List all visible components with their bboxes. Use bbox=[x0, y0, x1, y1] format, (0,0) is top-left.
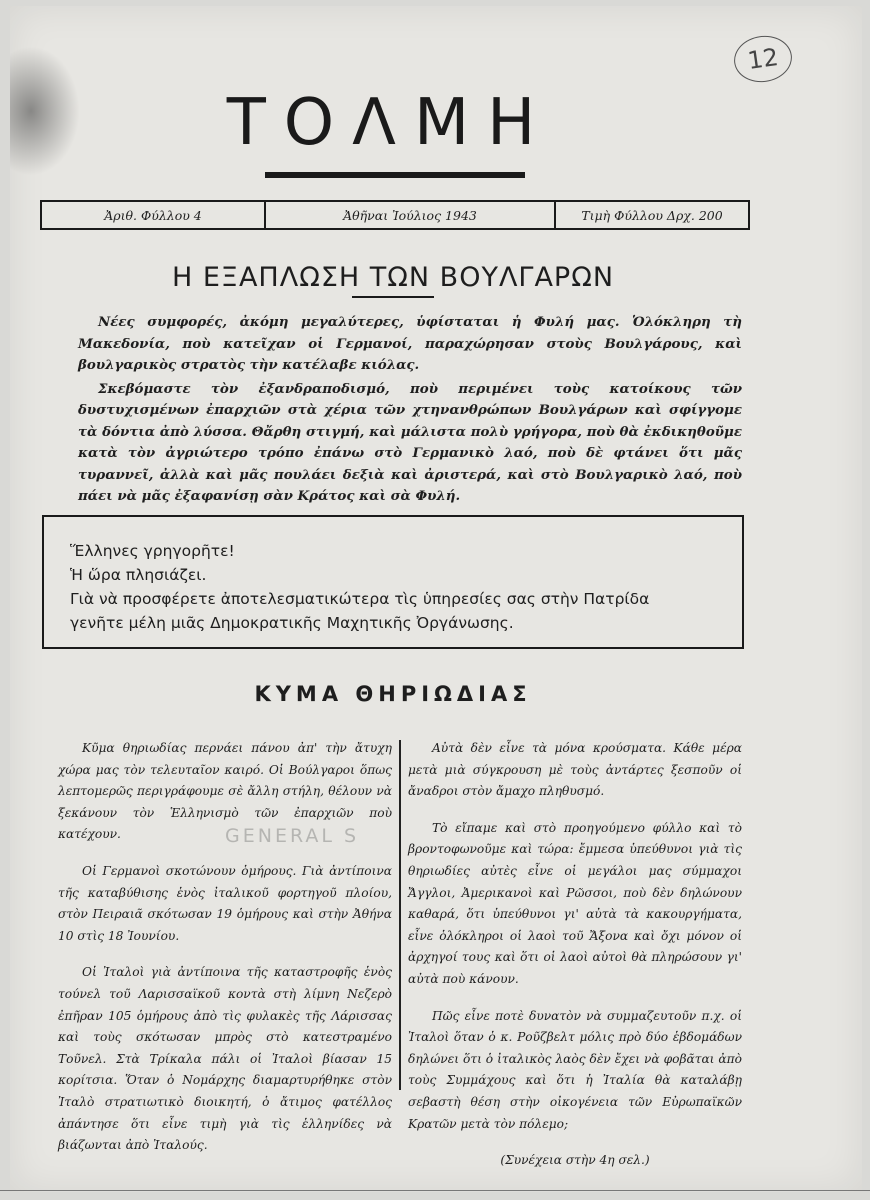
call-to-action-box bbox=[42, 515, 744, 649]
intro-article bbox=[78, 312, 742, 510]
handwritten-page-number: 12 bbox=[731, 32, 795, 86]
column-paragraph: Κῦμα θηριωδίας περνάει πάνου ἀπ' τὴν ἄτυχη χώρα μας τὸν τελευταῖον καιρό. Οἱ Βούλγαροι ὅπως λεπτομερῶς περιγράφουμε σὲ ἄλλη στήλη, θέλουν νὰ ξεκάνουν τὸν Ἑλληνισμὸ τῶν ἐπαρχιῶν ποὺ κατέχουν. bbox=[58, 741, 392, 842]
column-paragraph: Οἱ Γερμανοὶ σκοτώνουν ὁμήρους. Γιὰ ἀντίποινα τῆς καταβύθισης ἑνὸς ἰταλικοῦ φορτηγοῦ πλοίου, στὸν Πειραιᾶ σκότωσαν 19 ὁμήρους καὶ στὴν Ἀθήνα 10 στὶς 18 Ἰουνίου. bbox=[58, 863, 392, 943]
column-divider bbox=[399, 740, 401, 1090]
box-line: Γιὰ νὰ προσφέρετε ἀποτελεσματικώτερα τὶς ὑπηρεσίες σας στὴν Πατρίδα bbox=[70, 590, 650, 608]
masthead-rule bbox=[265, 172, 525, 178]
column-paragraph: Τὸ εἴπαμε καὶ στὸ προηγούμενο φύλλο καὶ τὸ βροντοφωνοῦμε καὶ τώρα: ἔμμεσα ὑπεύθυνοι γιὰ τὶς θηριωδίες αὐτὲς εἶνε οἱ μεγάλοι μας σύμμαχοι Ἄγγλοι, Ἀμερικανοὶ καὶ Ρῶσσοι, ποὺ δὲν δηλώνουν καθαρά, ὅτι ὑπεύθυνοι γι' αὐτὰ τὰ κακουργήματα, εἶνε ὁλόκληροι οἱ λαοὶ τοῦ Ἄξονα καὶ ὄχι μόνον οἱ ἀρχηγοί τους καὶ ὅτι οἱ λαοὶ αὐτοὶ θὰ πληρώσουν γι' αὐτὰ ποὺ κάνουν. bbox=[408, 820, 742, 986]
intro-paragraph: Σκεβόμαστε τὸν ἐξανδραποδισμό, ποὺ περιμένει τοὺς κατοίκους τῶν δυστυχισμένων ἐπαρχιῶν στὰ χέρια τῶν χτηνανθρώπων Βουλγάρων καὶ σφίγγομε τὰ δόντια ἀπὸ λύσσα. Θἄρθη στιγμή, καὶ μάλιστα πολὺ γρήγορα, ποὺ θὰ ἐκδικηθοῦμε κατὰ τὸν ἀγριώτερο τρόπο ἐπάνω στὸ Γερμανικὸ λαό, ποὺ δὲ φτάνει ὅτι μᾶς τυραννεῖ, ἀλλὰ καὶ μᾶς πουλάει δεξιὰ καὶ ἀριστερά, καὶ στὸ Βουλγαρικὸ λαό, ποὺ πάει νὰ μᾶς ἐξαφανίσῃ σὰν Κράτος καὶ σὰ Φυλή. bbox=[78, 380, 742, 504]
column-paragraph: Οἱ Ἰταλοὶ γιὰ ἀντίποινα τῆς καταστροφῆς ἑνὸς τούνελ τοῦ Λαρισσαϊκοῦ κοντὰ στὴ λίμνη Νεζερὸ ἐπῆραν 105 ὁμήρους ἀπὸ τὶς φυλακὲς τῆς Λάρισσας καὶ τοὺς σκότωσαν μπρὸς στὸ κατεστραμένο Τοῦνελ. Στὰ Τρίκαλα πάλι οἱ Ἰταλοὶ βίασαν 15 κορίτσια. Ὅταν ὁ Νομάρχης διαμαρτυρήθηκε στὸν Ἰταλὸ στρατιωτικὸ διοικητή, ὁ ἄτιμος φατέλλος ἀπάντησε ὅτι εἶνε τιμὴ γιὰ τὶς ἑλληνίδες νὰ βιάζωνται ἀπὸ Ἰταλούς. bbox=[58, 965, 392, 1153]
column-paragraph: Αὐτὰ δὲν εἶνε τὰ μόνα κρούσματα. Κάθε μέρα μετὰ μιὰ σύγκρουση μὲ τοὺς ἀντάρτες ξεσποῦν οἱ ἄναδροι στὸν ἄμαχο πληθυσμό. bbox=[408, 741, 742, 799]
issue-info-bar bbox=[40, 200, 750, 230]
box-line: γενῆτε μέλη μιᾶς Δημοκρατικῆς Μαχητικῆς Ὀργάνωσης. bbox=[70, 614, 514, 632]
intro-paragraph: Νέες συμφορές, ἀκόμη μεγαλύτερες, ὑφίσταται ἡ Φυλή μας. Ὁλόκληρη τὴ Μακεδονία, ποὺ κατεῖχαν οἱ Γερμανοί, παραχώρησαν στοὺς Βουλγάρους, καὶ βουλγαρικὸς στρατὸς τὴν κατέλαβε κιόλας. bbox=[78, 314, 742, 373]
masthead-title: ΤΟΛΜΗ bbox=[226, 86, 554, 160]
headline-underline bbox=[352, 296, 434, 298]
scan-edge bbox=[0, 1190, 870, 1191]
issue-number: Ἀριθ. Φύλλου 4 bbox=[42, 202, 266, 228]
box-line: Ἕλληνες γρηγορῆτε! bbox=[70, 542, 235, 560]
left-column bbox=[58, 738, 392, 1172]
ink-stain bbox=[10, 46, 80, 176]
archive-watermark: GENERAL S bbox=[225, 825, 360, 847]
headline: Η ΕΞΑΠΛΩΣΗ ΤΩΝ ΒΟΥΛΓΑΡΩΝ bbox=[171, 262, 615, 293]
place-date: Ἀθῆναι Ἰούλιος 1943 bbox=[266, 202, 556, 228]
issue-price: Τιμὴ Φύλλου Δρχ. 200 bbox=[581, 207, 723, 223]
column-paragraph: Πῶς εἶνε ποτὲ δυνατὸν νὰ συμμαζευτοῦν π.χ. οἱ Ἰταλοὶ ὅταν ὁ κ. Ροῦζβελτ μόλις πρὸ δύο ἑβδομάδων δηλώνει ὅτι ὁ ἰταλικὸς λαὸς δὲν ἔχει νὰ φοβᾶται ἀπὸ τοὺς Συμμάχους καὶ ὅτι ἡ Ἰταλία θὰ καταλάβῃ σεβαστὴ θέση στὴν οἰκογένεια τῶν Εὐρωπαϊκῶν Κρατῶν μετὰ τὸν πόλεμο; bbox=[408, 1008, 742, 1131]
right-column bbox=[408, 738, 742, 1187]
continued-note: (Συνέχεια στὴν 4η σελ.) bbox=[500, 1153, 650, 1168]
box-line: Ἡ ὥρα πλησιάζει. bbox=[70, 566, 207, 584]
section-title: ΚΥΜΑ ΘΗΡΙΩΔΙΑΣ bbox=[254, 682, 532, 706]
